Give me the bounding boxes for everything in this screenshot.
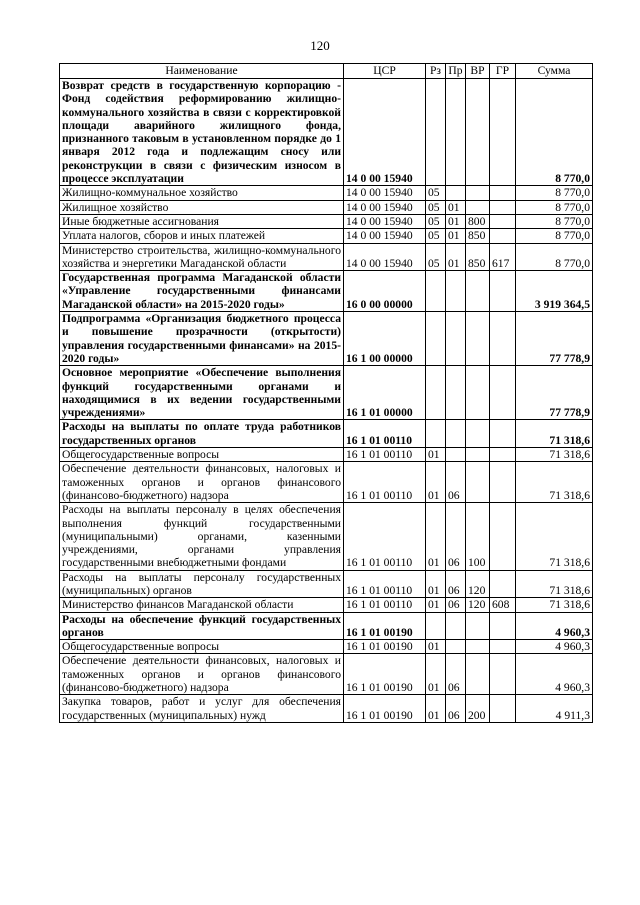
row-name: Государственная программа Магаданской области «Управление государственными финансами Магаданской области» на 2015-2020 годы» — [60, 271, 344, 312]
row-gr — [490, 654, 516, 695]
row-name: Министерство строительства, жилищно-коммунального хозяйства и энергетики Магаданской области — [60, 243, 344, 271]
row-pr: 01 — [446, 214, 466, 228]
row-gr — [490, 462, 516, 503]
row-vr — [466, 448, 490, 462]
row-rz: 01 — [426, 640, 446, 654]
row-csr: 16 1 01 00000 — [344, 366, 426, 420]
table-row — [60, 229, 593, 243]
header-gr: ГР — [490, 64, 516, 79]
row-name: Возврат средств в государственную корпорацию - Фонд содействия реформированию жилищно-коммунального хозяйства в связи с корректировкой площади аварийного жилищного фонда, признанного таковым в установленном порядке до 1 января 2012 года и подлежащим сносу или реконструкции в связи с физическим износом в процессе эксплуатации — [60, 79, 344, 186]
row-vr: 200 — [466, 695, 490, 723]
row-vr — [466, 462, 490, 503]
row-gr — [490, 612, 516, 640]
header-name: Наименование — [60, 64, 344, 79]
row-csr: 14 0 00 15940 — [344, 200, 426, 214]
row-sum: 4 960,3 — [516, 640, 593, 654]
row-gr — [490, 640, 516, 654]
row-rz: 01 — [426, 654, 446, 695]
row-csr: 16 0 00 00000 — [344, 271, 426, 312]
row-pr — [446, 420, 466, 448]
row-pr — [446, 79, 466, 186]
row-rz: 01 — [426, 448, 446, 462]
row-rz — [426, 420, 446, 448]
row-vr — [466, 420, 490, 448]
row-vr — [466, 79, 490, 186]
row-csr: 16 1 01 00110 — [344, 420, 426, 448]
row-vr — [466, 366, 490, 420]
row-sum: 71 318,6 — [516, 420, 593, 448]
row-rz — [426, 79, 446, 186]
row-gr — [490, 420, 516, 448]
row-csr: 16 1 00 00000 — [344, 312, 426, 366]
table-row — [60, 200, 593, 214]
row-rz — [426, 271, 446, 312]
row-vr — [466, 186, 490, 200]
row-sum: 8 770,0 — [516, 229, 593, 243]
table-row — [60, 243, 593, 271]
table-row — [60, 214, 593, 228]
row-name: Обеспечение деятельности финансовых, налоговых и таможенных органов и органов финансового (финансово-бюджетного) надзора — [60, 462, 344, 503]
row-sum: 8 770,0 — [516, 79, 593, 186]
header-vr: ВР — [466, 64, 490, 79]
row-name: Расходы на выплаты персоналу государственных (муниципальных) органов — [60, 570, 344, 598]
row-gr — [490, 271, 516, 312]
row-rz: 01 — [426, 570, 446, 598]
table-row — [60, 503, 593, 570]
row-vr — [466, 312, 490, 366]
table-row — [60, 598, 593, 612]
row-csr: 16 1 01 00190 — [344, 695, 426, 723]
row-vr: 800 — [466, 214, 490, 228]
row-vr: 120 — [466, 570, 490, 598]
row-pr — [446, 271, 466, 312]
row-csr: 14 0 00 15940 — [344, 79, 426, 186]
row-name: Обеспечение деятельности финансовых, налоговых и таможенных органов и органов финансового (финансово-бюджетного) надзора — [60, 654, 344, 695]
row-sum: 71 318,6 — [516, 448, 593, 462]
row-pr — [446, 186, 466, 200]
page-number: 120 — [310, 38, 330, 53]
table-row — [60, 312, 593, 366]
row-rz — [426, 312, 446, 366]
row-gr — [490, 570, 516, 598]
row-pr: 06 — [446, 598, 466, 612]
row-sum: 8 770,0 — [516, 186, 593, 200]
row-gr — [490, 312, 516, 366]
row-sum: 3 919 364,5 — [516, 271, 593, 312]
row-sum: 71 318,6 — [516, 598, 593, 612]
row-gr: 608 — [490, 598, 516, 612]
row-sum: 77 778,9 — [516, 366, 593, 420]
row-gr — [490, 695, 516, 723]
row-csr: 14 0 00 15940 — [344, 186, 426, 200]
row-csr: 16 1 01 00110 — [344, 570, 426, 598]
row-name: Расходы на обеспечение функций государственных органов — [60, 612, 344, 640]
row-name: Подпрограмма «Организация бюджетного процесса и повышение прозрачности (открытости) управления государственными финансами» на 2015-2020 годы» — [60, 312, 344, 366]
row-gr — [490, 214, 516, 228]
row-rz: 01 — [426, 598, 446, 612]
row-name: Иные бюджетные ассигнования — [60, 214, 344, 228]
row-sum: 8 770,0 — [516, 243, 593, 271]
row-csr: 16 1 01 00190 — [344, 612, 426, 640]
row-csr: 16 1 01 00190 — [344, 654, 426, 695]
row-rz: 01 — [426, 695, 446, 723]
row-vr: 100 — [466, 503, 490, 570]
row-gr — [490, 503, 516, 570]
row-vr — [466, 654, 490, 695]
row-pr — [446, 640, 466, 654]
row-sum: 4 911,3 — [516, 695, 593, 723]
row-gr — [490, 448, 516, 462]
header-sum: Сумма — [516, 64, 593, 79]
row-sum: 4 960,3 — [516, 612, 593, 640]
row-name: Уплата налогов, сборов и иных платежей — [60, 229, 344, 243]
row-gr — [490, 79, 516, 186]
row-vr — [466, 612, 490, 640]
budget-table — [59, 63, 593, 723]
row-pr — [446, 612, 466, 640]
row-name: Общегосударственные вопросы — [60, 640, 344, 654]
row-pr: 01 — [446, 243, 466, 271]
row-sum: 8 770,0 — [516, 200, 593, 214]
row-gr — [490, 200, 516, 214]
row-name: Основное мероприятие «Обеспечение выполнения функций государственными органами и находящимися в их ведении государственными учреждениями» — [60, 366, 344, 420]
table-row — [60, 186, 593, 200]
row-csr: 16 1 01 00110 — [344, 598, 426, 612]
row-sum: 71 318,6 — [516, 570, 593, 598]
table-row — [60, 448, 593, 462]
row-vr — [466, 200, 490, 214]
row-name: Общегосударственные вопросы — [60, 448, 344, 462]
row-pr — [446, 312, 466, 366]
row-sum: 8 770,0 — [516, 214, 593, 228]
header-pr: Пр — [446, 64, 466, 79]
row-rz — [426, 366, 446, 420]
row-vr — [466, 640, 490, 654]
row-gr — [490, 366, 516, 420]
row-sum: 71 318,6 — [516, 503, 593, 570]
table-row — [60, 654, 593, 695]
row-name: Расходы на выплаты персоналу в целях обеспечения выполнения функций государственными (муниципальными) органами, казенными учреждениями, органами управления государственными внебюджетными фондами — [60, 503, 344, 570]
row-name: Жилищное хозяйство — [60, 200, 344, 214]
row-vr: 120 — [466, 598, 490, 612]
table-row — [60, 366, 593, 420]
table-row — [60, 570, 593, 598]
row-gr — [490, 186, 516, 200]
row-vr: 850 — [466, 243, 490, 271]
row-rz — [426, 612, 446, 640]
row-rz: 05 — [426, 200, 446, 214]
row-rz: 01 — [426, 503, 446, 570]
table-header-row — [60, 64, 593, 79]
row-csr: 14 0 00 15940 — [344, 229, 426, 243]
header-csr: ЦСР — [344, 64, 426, 79]
row-csr: 14 0 00 15940 — [344, 243, 426, 271]
row-vr: 850 — [466, 229, 490, 243]
row-vr — [466, 271, 490, 312]
row-pr: 06 — [446, 462, 466, 503]
row-name: Жилищно-коммунальное хозяйство — [60, 186, 344, 200]
row-name: Расходы на выплаты по оплате труда работников государственных органов — [60, 420, 344, 448]
row-rz: 05 — [426, 214, 446, 228]
row-sum: 77 778,9 — [516, 312, 593, 366]
row-name: Министерство финансов Магаданской области — [60, 598, 344, 612]
row-pr: 01 — [446, 229, 466, 243]
row-rz: 05 — [426, 243, 446, 271]
row-gr: 617 — [490, 243, 516, 271]
header-rz: Рз — [426, 64, 446, 79]
row-name: Закупка товаров, работ и услуг для обеспечения государственных (муниципальных) нужд — [60, 695, 344, 723]
row-pr — [446, 366, 466, 420]
row-gr — [490, 229, 516, 243]
row-sum: 4 960,3 — [516, 654, 593, 695]
row-pr — [446, 448, 466, 462]
row-sum: 71 318,6 — [516, 462, 593, 503]
row-pr: 01 — [446, 200, 466, 214]
table-row — [60, 79, 593, 186]
row-pr: 06 — [446, 570, 466, 598]
row-csr: 16 1 01 00110 — [344, 503, 426, 570]
table-row — [60, 612, 593, 640]
row-pr: 06 — [446, 654, 466, 695]
table-row — [60, 271, 593, 312]
row-csr: 16 1 01 00110 — [344, 462, 426, 503]
table-row — [60, 695, 593, 723]
row-rz: 05 — [426, 186, 446, 200]
table-row — [60, 420, 593, 448]
row-csr: 14 0 00 15940 — [344, 214, 426, 228]
row-pr: 06 — [446, 503, 466, 570]
table-row — [60, 462, 593, 503]
row-rz: 01 — [426, 462, 446, 503]
row-rz: 05 — [426, 229, 446, 243]
table-row — [60, 640, 593, 654]
row-csr: 16 1 01 00190 — [344, 640, 426, 654]
row-pr: 06 — [446, 695, 466, 723]
row-csr: 16 1 01 00110 — [344, 448, 426, 462]
